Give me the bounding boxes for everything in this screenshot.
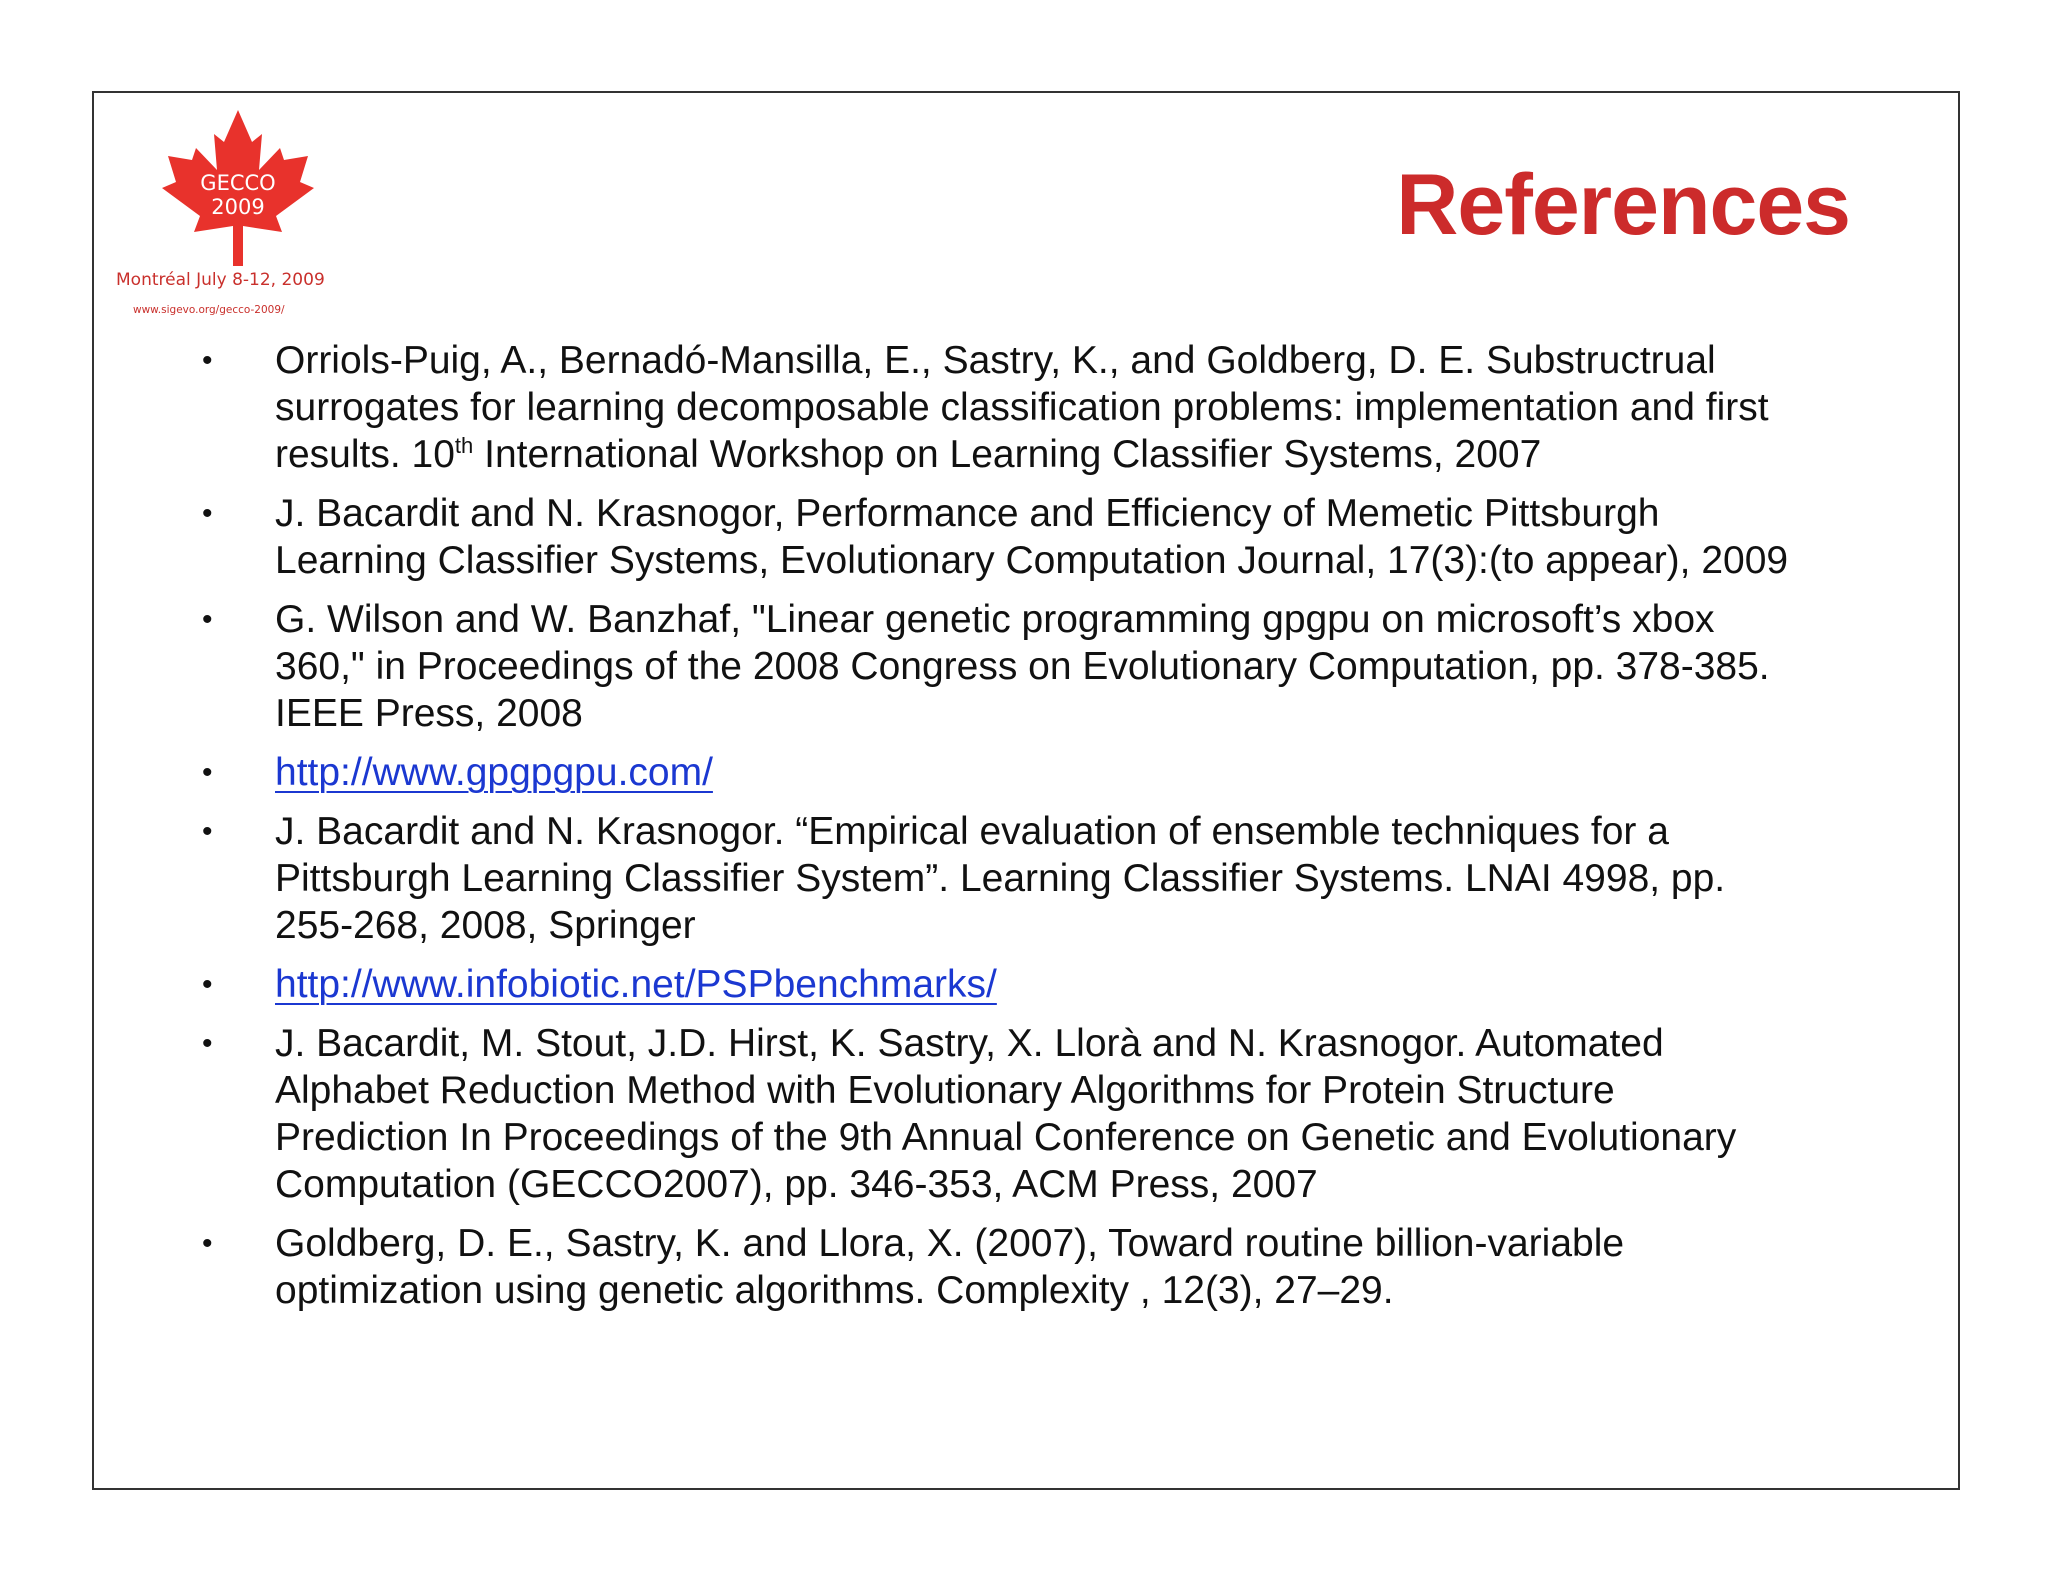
- bullet: •: [202, 815, 213, 848]
- reference-item: [200, 808, 1840, 949]
- reference-item: [200, 1220, 1840, 1314]
- bullet: •: [202, 603, 213, 636]
- logo-text-gecco: GECCO: [200, 171, 276, 195]
- reference-line: J. Bacardit and N. Krasnogor. “Empirical evaluation of ensemble techniques for a: [275, 810, 1669, 853]
- page-title: References: [1396, 157, 1850, 253]
- reference-line: IEEE Press, 2008: [275, 692, 583, 735]
- bullet: •: [202, 1027, 213, 1060]
- logo-caption: Montréal July 8-12, 2009: [116, 270, 325, 290]
- reference-line: Computation (GECCO2007), pp. 346-353, ACM Press, 2007: [275, 1163, 1318, 1206]
- reference-line: J. Bacardit, M. Stout, J.D. Hirst, K. Sastry, X. Llorà and N. Krasnogor. Automated: [275, 1022, 1664, 1065]
- logo-text-year: 2009: [211, 195, 265, 219]
- maple-leaf-icon: [158, 108, 318, 266]
- reference-line: G. Wilson and W. Banzhaf, "Linear genetic programming gpgpu on microsoft’s xbox: [275, 598, 1715, 641]
- reference-list: [200, 337, 1840, 1326]
- reference-line: Orriols-Puig, A., Bernadó-Mansilla, E., Sastry, K., and Goldberg, D. E. Substructrual: [275, 339, 1716, 382]
- reference-line: Learning Classifier Systems, Evolutionary Computation Journal, 17(3):(to appear), 2009: [275, 539, 1789, 582]
- reference-line: Alphabet Reduction Method with Evolutionary Algorithms for Protein Structure: [275, 1069, 1615, 1112]
- reference-item: [200, 1020, 1840, 1208]
- bullet: •: [202, 1227, 213, 1260]
- bullet: •: [202, 756, 213, 789]
- reference-item: [200, 490, 1840, 584]
- reference-item: [200, 596, 1840, 737]
- reference-line: 255-268, 2008, Springer: [275, 904, 696, 947]
- ordinal-superscript: th: [454, 433, 474, 458]
- reference-line: Pittsburgh Learning Classifier System”. Learning Classifier Systems. LNAI 4998, pp.: [275, 857, 1726, 900]
- reference-line: Prediction In Proceedings of the 9th Annual Conference on Genetic and Evolutionary: [275, 1116, 1737, 1159]
- reference-text: results. 10: [275, 433, 455, 476]
- gpgpgpu-link[interactable]: http://www.gpgpgpu.com/: [275, 751, 713, 794]
- reference-item: [200, 337, 1840, 478]
- reference-line: 360," in Proceedings of the 2008 Congress on Evolutionary Computation, pp. 378-385.: [275, 645, 1770, 688]
- reference-line: J. Bacardit and N. Krasnogor, Performance and Efficiency of Memetic Pittsburgh: [275, 492, 1660, 535]
- bullet: •: [202, 497, 213, 530]
- psp-benchmarks-link[interactable]: http://www.infobiotic.net/PSPbenchmarks/: [275, 963, 997, 1006]
- reference-line: Goldberg, D. E., Sastry, K. and Llora, X. (2007), Toward routine billion-variable: [275, 1222, 1625, 1265]
- reference-item: [200, 961, 1840, 1008]
- logo-url: www.sigevo.org/gecco-2009/: [133, 304, 285, 316]
- reference-line: optimization using genetic algorithms. Complexity , 12(3), 27–29.: [275, 1269, 1394, 1312]
- bullet: •: [202, 968, 213, 1001]
- reference-text: International Workshop on Learning Classifier Systems, 2007: [473, 433, 1542, 476]
- gecco-2009-logo: [108, 108, 368, 328]
- reference-item: [200, 749, 1840, 796]
- bullet: •: [202, 344, 213, 377]
- reference-line: [275, 431, 1840, 478]
- reference-line: surrogates for learning decomposable classification problems: implementation and first: [275, 386, 1769, 429]
